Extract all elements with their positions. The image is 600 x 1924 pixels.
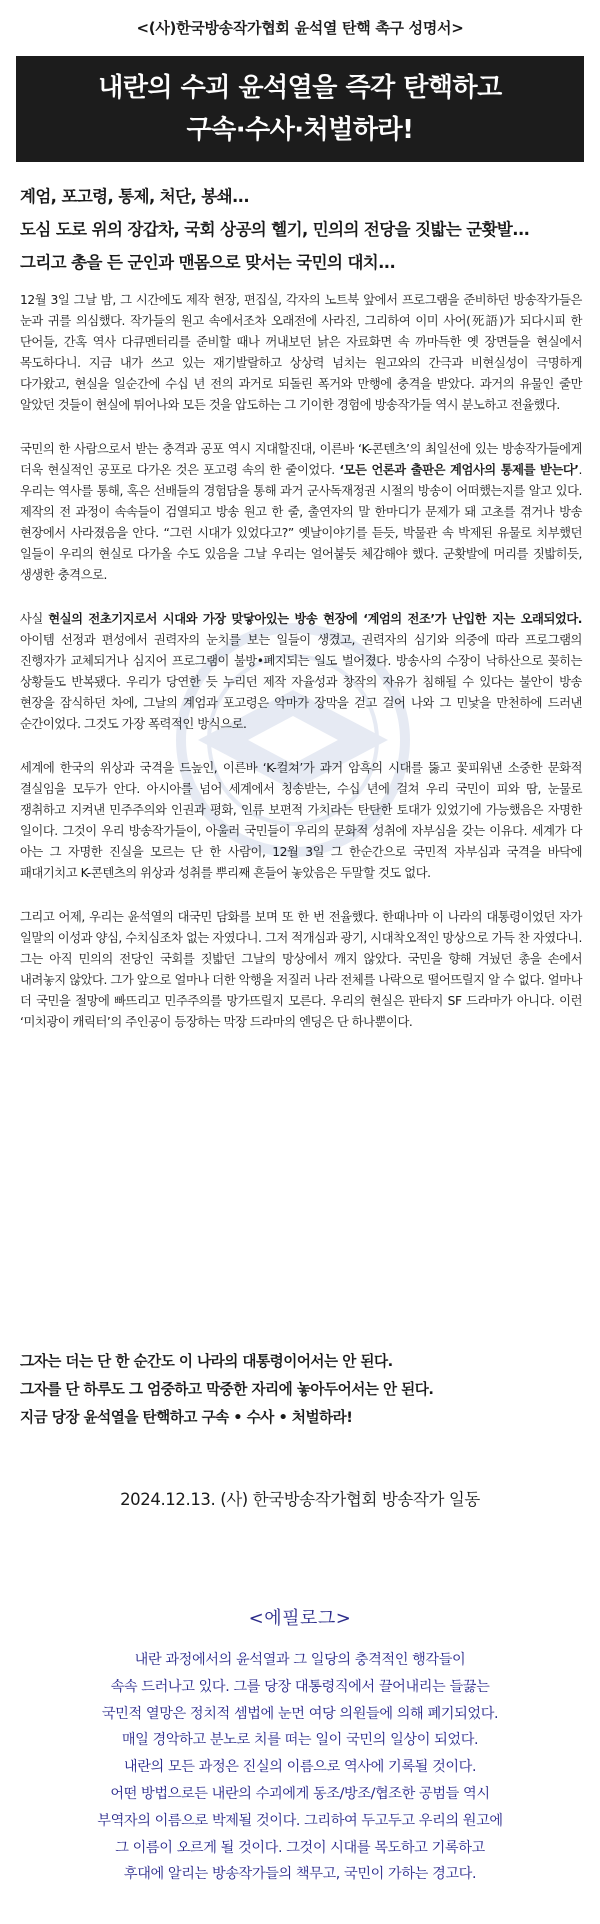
paragraph-text: 그리고 어제, 우리는 윤석열의 대국민 담화를 보며 또 한 번 전율했다. 한때나마 이 나라의 대통령이었던 자가 일말의 이성과 양심, 수치심조차 없는 자였다니. 그저 적개심과 광기, 시대착오적인 망상으로 가득 찬 자였다니. 그는 아직 민의의 전당인 국회를 짓밟던 그날의 망상에서 깨지 않았다. 국민을 향해 겨눴던 총을 손에서 내려놓지 않았다. 그가 앞으로 얼마나 더한 악행을 저질러 나라 전체를 나락으로 떨어뜨릴지 알 수 없다. 얼마나 더 국민을 절망에 빠뜨리고 민주주의를 망가뜨릴지 모른다. 우리의 현실은 판타지 SF 드라마가 아니다. 이런 ‘미치광이 캐릭터’의 주인공이 등장하는 막장 드라마의 엔딩은 단 하나뿐이다. [20,910,582,1029]
epilogue-line: 내란 과정에서의 윤석열과 그 일당의 충격적인 행각들이 [134,1652,466,1668]
epilogue-line: 내란의 모든 과정은 진실의 이름으로 역사에 기록될 것이다. [123,1759,477,1776]
paragraph-text: 국민의 한 사람으로서 받는 충격과 공포 역시 지대할진대, 이른바 ‘K-콘텐츠’의 최일선에 있는 방송작가들에게 더욱 현실적인 공포로 다가온 것은 포고령 속의 한 줄이었다. [20,442,582,477]
epilogue-line: 어떤 방법으로든 내란의 수괴에게 동조/방조/협조한 공범들 역시 [110,1785,490,1802]
epilogue-line: 국민적 열망은 정치적 셈법에 눈먼 여당 의원들에 의해 폐기되었다. [101,1705,499,1722]
epilogue-title: <에필로그> [248,1608,352,1629]
title-banner [16,56,584,162]
title-line: 내란의 수괴 윤석열을 즉각 탄핵하고 [98,73,502,103]
paragraph-text: 아이템 선정과 편성에서 권력자의 눈치를 보는 일들이 생겼고, 권력자의 심기와 의중에 따라 프로그램의 진행자가 교체되거나 심지어 프로그램이 불방•폐지되는 일도 벌어졌다. 방송사의 수장이 낙하산으로 꽂히는 상황들도 반복됐다. 우리가 당연한 듯 누리던 제작 자율성과 창작의 자유가 침해될 수 있다는 불안이 방송 현장을 잠식하던 차에, 그날의 계엄과 포고령은 악마가 장막을 걷고 걸어 나와 그 민낯을 만천하에 드러낸 순간이었다. 그것도 가장 폭력적인 방식으로. [20,633,582,731]
lead-line: 도심 도로 위의 장갑차, 국회 상공의 헬기, 민의의 전당을 짓밟는 군홧발... [20,220,530,239]
body-paragraph [20,290,582,416]
body-paragraph [20,439,582,586]
epilogue-line: 부역자의 이름으로 박제될 것이다. 그리하여 두고두고 우리의 원고에 [97,1812,503,1829]
statement-body [20,290,582,1056]
closing-demands [20,1348,580,1432]
epilogue-line: 매일 경악하고 분노로 치를 떠는 일이 국민의 일상이 되었다. [121,1732,479,1749]
body-paragraph [20,609,582,735]
epilogue-line: 속속 드러나고 있다. 그를 당장 대통령직에서 끌어내리는 들끓는 [110,1678,490,1695]
emphasis-text: ‘모든 언론과 출판은 계엄사의 통제를 받는다’ [339,463,579,477]
closing-line: 그자는 더는 단 한 순간도 이 나라의 대통령이어서는 안 된다. [20,1353,393,1370]
body-paragraph [20,907,582,1033]
statement-subtitle: <(사)한국방송작가협회 윤석열 탄핵 촉구 성명서> [136,19,464,37]
lead-section [20,180,580,279]
closing-line: 지금 당장 윤석열을 탄핵하고 구속 • 수사 • 처벌하라! [20,1409,353,1426]
body-paragraph [20,758,582,884]
lead-line: 계엄, 포고령, 통제, 처단, 봉쇄... [20,187,249,206]
paragraph-text: . 우리는 역사를 통해, 혹은 선배들의 경험담을 통해 과거 군사독재정권 시절의 방송이 어떠했는지를 알고 있다. 제작의 전 과정이 속속들이 검열되고 방송 원고 한 줄, 출연자의 말 한마디가 문제가 돼 고초를 겪거나 방송 현장에서 사라졌음을 안다. “그런 시대가 있었다고?” 옛날이야기를 듣듯, 박물관 속 박제된 유물로 치부했던 일들이 우리의 현실로 다가올 수도 있음을 그날 우리는 얼어붙듯 체감해야 했다. 군홧발에 머리를 짓밟히듯, 생생한 충격으로. [20,463,582,582]
paragraph-text: 12월 3일 그날 밤, 그 시간에도 제작 현장, 편집실, 각자의 노트북 앞에서 프로그램을 준비하던 방송작가들은 눈과 귀를 의심했다. 작가들의 원고 속에서조차 오래전에 사라진, 그리하여 이미 사어(死語)가 되다시피 한 단어들, 간혹 역사 다큐멘터리를 준비할 때나 꺼내보던 낡은 자료화면 속 까마득한 옛 장면들을 현실에서 목도하다니. 지금 내가 쓰고 있는 재기발랄하고 상상력 넘치는 원고와의 간극과 비현실성이 극명하게 다가왔고, 현실을 일순간에 수십 년 전의 과거로 되돌린 폭거와 만행에 충격을 받았다. 과거의 유물인 줄만 알았던 것들이 현실에 튀어나와 모든 것을 압도하는 그 기이한 경험에 방송작가들 역시 분노하고 전율했다. [20,293,582,412]
emphasis-text: 현실의 전초기지로서 시대와 가장 맞닿아있는 방송 현장에 ‘계엄의 전조’가 난입한 지는 오래되었다. [48,612,582,626]
date-signature: 2024.12.13. (사) 한국방송작가협회 방송작가 일동 [120,1490,480,1509]
lead-line: 그리고 총을 든 군인과 맨몸으로 맞서는 국민의 대치... [20,253,396,272]
epilogue-body [20,1647,580,1888]
paragraph-text: 세계에 한국의 위상과 국격을 드높인, 이른바 ‘K-컬쳐’가 과거 암흑의 시대를 뚫고 꽃피워낸 소중한 문화적 결실임을 모두가 안다. 아시아를 넘어 세계에서 칭송받는, 수십 년에 걸쳐 우리 국민이 피와 땀, 눈물로 쟁취하고 지켜낸 민주주의와 인권과 평화, 인류 보편적 가치라는 탄탄한 토대가 있었기에 가능했음은 자명한 일이다. 그것이 우리 방송작가들이, 아울러 국민들이 우리의 문화적 성취에 자부심을 갖는 이유다. 세계가 다 아는 그 자명한 진실을 모르는 단 한 사람이, 12월 3일 그 한순간으로 국민적 자부심과 국격을 바닥에 패대기치고 K-콘텐츠의 위상과 성취를 뿌리째 흔들어 놓았음은 두말할 것도 없다. [20,761,582,880]
paragraph-text: 사실 [20,612,49,626]
epilogue-line: 그 이름이 오르게 될 것이다. 그것이 시대를 목도하고 기록하고 [115,1839,485,1856]
closing-line: 그자를 단 하루도 그 엄중하고 막중한 자리에 놓아두어서는 안 된다. [20,1381,434,1398]
epilogue-line: 후대에 알리는 방송작가들의 책무고, 국민이 가하는 경고다. [123,1866,477,1883]
title-line: 구속·수사·처벌하라! [186,115,414,145]
